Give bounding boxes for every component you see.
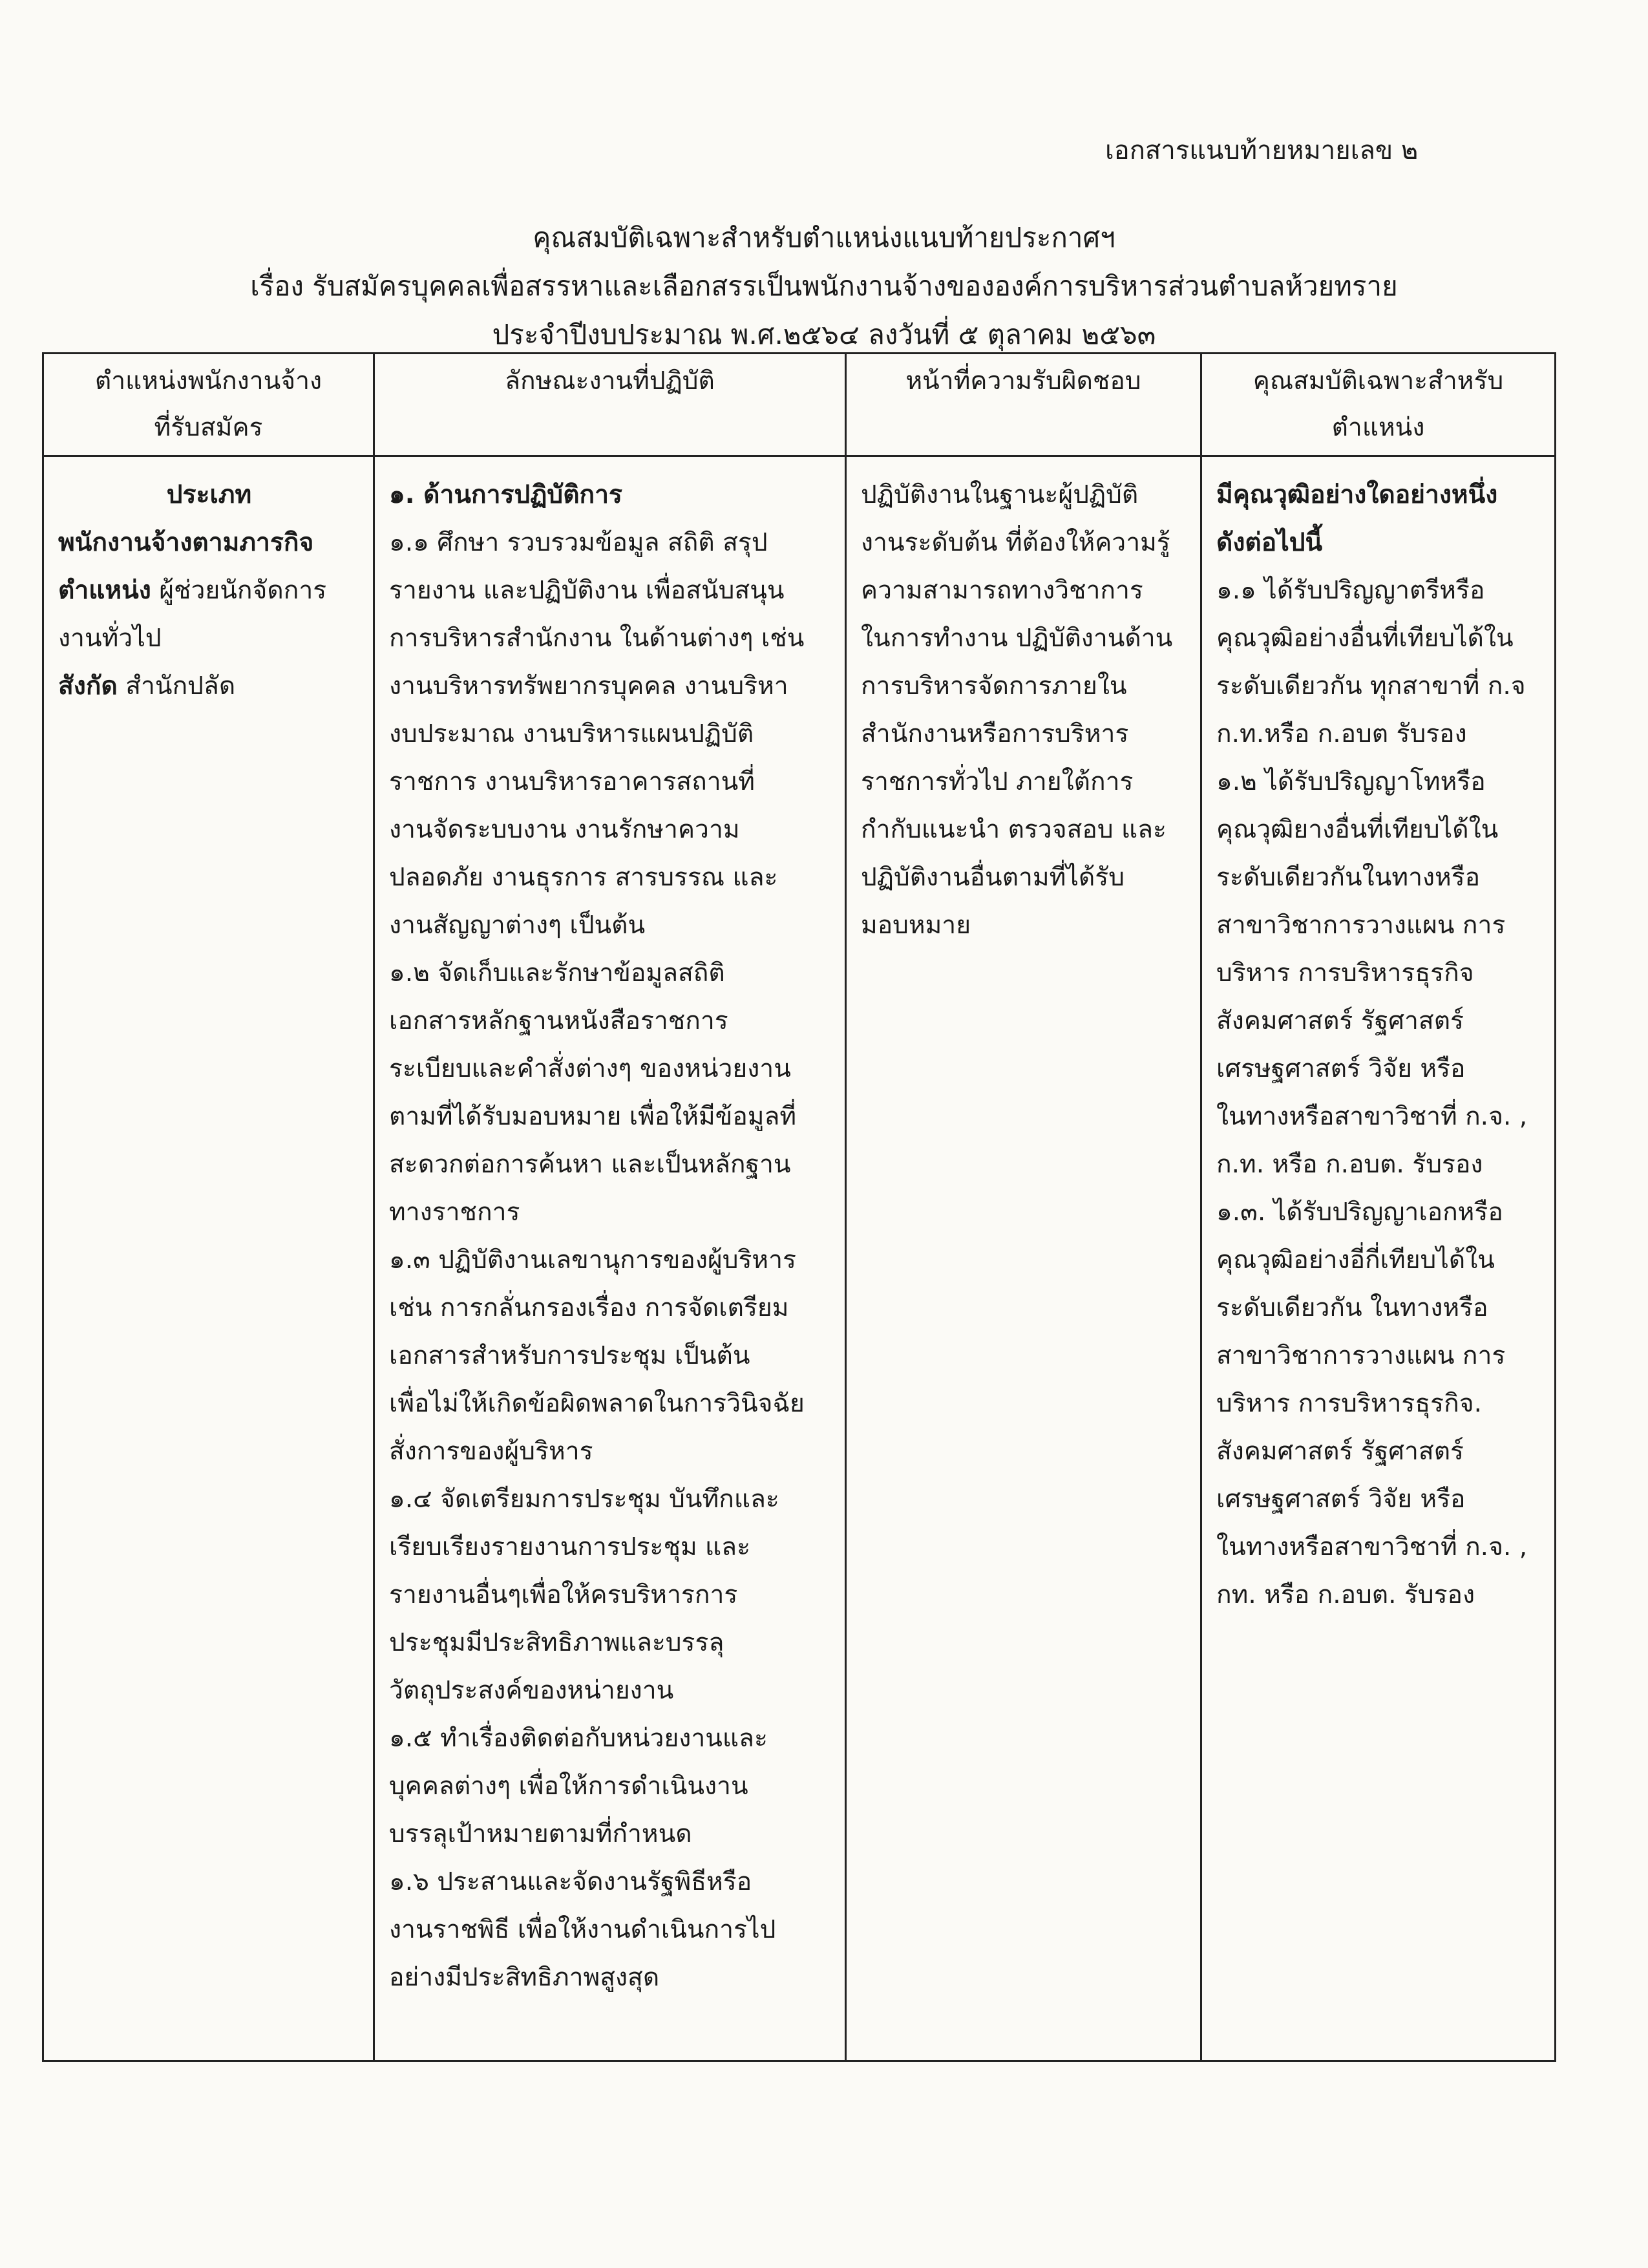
qualification-cell — [1201, 456, 1556, 2061]
qualification-line: สังคมศาสตร์ รัฐศาสตร์ — [1216, 1006, 1464, 1035]
table-row — [43, 456, 1556, 2061]
responsibility-line: งานระดับต้น ที่ต้องให้ความรู้ — [861, 528, 1170, 557]
duty-line: ๑.๓ ปฏิบัติงานเลขานุการของผู้บริหาร — [389, 1245, 796, 1275]
header-qualification-line-2: ตำแหน่ง — [1331, 413, 1425, 442]
qualification-line: บริหาร การบริหารธุรกิจ. — [1216, 1389, 1482, 1418]
qualification-line: ระดับเดียวกันในทางหรือ — [1216, 863, 1481, 892]
qualification-line: กท. หรือ ก.อบต. รับรอง — [1216, 1580, 1475, 1609]
header-position-line-1: ตำแหน่งพนักงานจ้าง — [94, 366, 322, 396]
annex-label: เอกสารแนบท้ายหมายเลข ๒ — [1105, 136, 1419, 165]
qualification-line: ในทางหรือสาขาวิชาที่ ก.จ. , — [1216, 1102, 1528, 1131]
position-cell — [43, 456, 374, 2061]
qualification-line: เศรษฐศาสตร์ วิจัย หรือ — [1216, 1054, 1466, 1083]
duty-line: สั่งการของผู้บริหาร — [389, 1437, 593, 1466]
qualification-line: สาขาวิชาการวางแผน การ — [1216, 1341, 1506, 1370]
qualification-line: ๑.๒ ได้รับปริญญาโทหรือ — [1216, 767, 1486, 796]
duty-line: งานบริหารทรัพยากรบุคคล งานบริหา — [389, 672, 788, 701]
responsibility-line: ความสามารถทางวิชาการ — [861, 576, 1143, 605]
header-duties-line-1: ลักษณะงานที่ปฏิบัติ — [505, 366, 715, 396]
qualification-line: ก.ท. หรือ ก.อบต. รับรอง — [1216, 1150, 1483, 1179]
duty-line: ระเบียบและคำสั่งต่างๆ ของหน่วยงาน — [389, 1054, 791, 1083]
type-label: ประเภท — [166, 480, 252, 509]
duty-line: เอกสารหลักฐานหนังสือราชการ — [389, 1006, 728, 1035]
responsibility-line: มอบหมาย — [861, 911, 971, 940]
header-responsibility-line-1: หน้าที่ความรับผิดชอบ — [905, 366, 1141, 396]
duty-line: งานราชพิธี เพื่อให้งานดำเนินการไป — [389, 1915, 776, 1944]
duty-line: ๑.๑ ศึกษา รวบรวมข้อมูล สถิติ สรุป — [389, 528, 768, 557]
duty-line: ๑.๕ ทำเรื่องติดต่อกับหน่วยงานและ — [389, 1724, 768, 1753]
qualification-line: ๑.๑ ได้รับปริญญาตรีหรือ — [1216, 576, 1485, 605]
qualification-heading-line: มีคุณวุฒิอย่างใดอย่างหนึ่ง — [1216, 480, 1498, 509]
duty-line: ทางราชการ — [389, 1198, 520, 1227]
table-header-row — [43, 354, 1556, 456]
duty-line: วัตถุประสงค์ของหน่ายงาน — [389, 1676, 674, 1705]
responsibility-line: กำกับแนะนำ ตรวจสอบ และ — [861, 815, 1167, 844]
responsibility-line: การบริหารจัดการภายใน — [861, 672, 1127, 701]
qualification-line: คุณวุฒิอย่างอี่กี่เทียบได้ใน — [1216, 1245, 1495, 1275]
responsibility-line: ในการทำงาน ปฏิบัติงานด้าน — [861, 624, 1173, 653]
qualification-line: คุณวุฒิอย่างอื่นที่เทียบได้ใน — [1216, 624, 1514, 653]
responsibility-line: ราชการทั่วไป ภายใต้การ — [861, 767, 1134, 796]
qualification-line: ระดับเดียวกัน ทุกสาขาที่ ก.จ — [1216, 672, 1526, 701]
responsibility-line: ปฏิบัติงานในฐานะผู้ปฏิบัติ — [861, 480, 1139, 509]
qualification-table — [42, 352, 1556, 2062]
responsibility-line: ปฏิบัติงานอื่นตามที่ได้รับ — [861, 863, 1125, 892]
header-responsibility — [846, 354, 1201, 456]
duty-line: ตามที่ได้รับมอบหมาย เพื่อให้มีข้อมูลที่ — [389, 1102, 797, 1131]
header-position-line-2: ที่รับสมัคร — [154, 413, 263, 442]
duty-line: ปลอดภัย งานธุรการ สารบรรณ และ — [389, 863, 778, 892]
duties-heading: ๑. ด้านการปฏิบัติการ — [389, 480, 622, 509]
responsibility-line: สำนักงานหรือการบริหาร — [861, 719, 1129, 748]
header-position — [43, 354, 374, 456]
title-line-3: ประจำปีงบประมาณ พ.ศ.๒๕๖๔ ลงวันที่ ๕ ตุลาคม ๒๕๖๓ — [492, 319, 1156, 350]
header-qualification-line-1: คุณสมบัติเฉพาะสำหรับ — [1252, 366, 1504, 396]
duty-line: เช่น การกลั่นกรองเรื่อง การจัดเตรียม — [389, 1293, 789, 1322]
duty-line: ราชการ งานบริหารอาคารสถานที่ — [389, 767, 755, 796]
duty-line: สะดวกต่อการค้นหา และเป็นหลักฐาน — [389, 1150, 791, 1179]
duty-line: ๑.๖ ประสานและจัดงานรัฐพิธีหรือ — [389, 1867, 752, 1896]
duty-line: การบริหารสำนักงาน ในด้านต่างๆ เช่น — [389, 624, 805, 653]
affiliation: สังกัด สำนักปลัด — [58, 672, 236, 701]
header-qualification — [1201, 354, 1556, 456]
duty-line: เอกสารสำหรับการประชุม เป็นต้น — [389, 1341, 750, 1370]
qualification-line: สังคมศาสตร์ รัฐศาสตร์ — [1216, 1437, 1464, 1466]
duty-line: เรียบเรียงรายงานการประชุม และ — [389, 1532, 751, 1562]
duty-line: งานสัญญาต่างๆ เป็นต้น — [389, 911, 646, 940]
duty-line: รายงาน และปฏิบัติงาน เพื่อสนับสนุน — [389, 576, 785, 605]
duty-line: บรรลุเป้าหมายตามที่กำหนด — [389, 1819, 692, 1849]
qualification-line: ระดับเดียวกัน ในทางหรือ — [1216, 1293, 1488, 1322]
duty-line: บุคคลต่างๆ เพื่อให้การดำเนินงาน — [389, 1772, 748, 1801]
document-title — [0, 213, 1648, 359]
position-title-cont: งานทั่วไป — [58, 624, 162, 653]
qualification-line: คุณวุฒิยางอื่นที่เทียบได้ใน — [1216, 815, 1499, 844]
responsibility-cell — [846, 456, 1201, 2061]
qualification-heading-line: ดังต่อไปนี้ — [1216, 528, 1323, 557]
duty-line: รายงานอื่นๆเพื่อให้ครบริหารการ — [389, 1580, 738, 1609]
qualification-line: บริหาร การบริหารธุรกิจ — [1216, 959, 1474, 988]
duty-line: งบประมาณ งานบริหารแผนปฏิบัติ — [389, 719, 754, 748]
qualification-line: ก.ท.หรือ ก.อบต รับรอง — [1216, 719, 1467, 748]
qualification-line: ในทางหรือสาขาวิชาที่ ก.จ. , — [1216, 1532, 1528, 1562]
duty-line: เพื่อไม่ให้เกิดข้อผิดพลาดในการวินิจฉัย — [389, 1389, 805, 1418]
position-title: ตำแหน่ง ผู้ช่วยนักจัดการ — [58, 576, 327, 605]
qualification-line: สาขาวิชาการวางแผน การ — [1216, 911, 1506, 940]
title-line-2: เรื่อง รับสมัครบุคคลเพื่อสรรหาและเลือกสรรเป็นพนักงานจ้างขององค์การบริหารส่วนตำบลห้วยทราย — [250, 270, 1398, 302]
duty-line: ๑.๒ จัดเก็บและรักษาข้อมูลสถิติ — [389, 959, 725, 988]
title-line-1: คุณสมบัติเฉพาะสำหรับตำแหน่งแนบท้ายประกาศฯ — [533, 222, 1115, 253]
duty-line: ประชุมมีประสิทธิภาพและบรรลุ — [389, 1628, 724, 1657]
duty-line: ๑.๔ จัดเตรียมการประชุม บันทึกและ — [389, 1485, 779, 1514]
duty-line: งานจัดระบบงาน งานรักษาความ — [389, 815, 740, 844]
duty-line: อย่างมีประสิทธิภาพสูงสุด — [389, 1963, 660, 1992]
qualification-line: ๑.๓. ได้รับปริญญาเอกหรือ — [1216, 1198, 1503, 1227]
header-duties — [374, 354, 846, 456]
type-value: พนักงานจ้างตามภารกิจ — [58, 528, 314, 557]
qualification-line: เศรษฐศาสตร์ วิจัย หรือ — [1216, 1485, 1466, 1514]
duties-cell — [374, 456, 846, 2061]
